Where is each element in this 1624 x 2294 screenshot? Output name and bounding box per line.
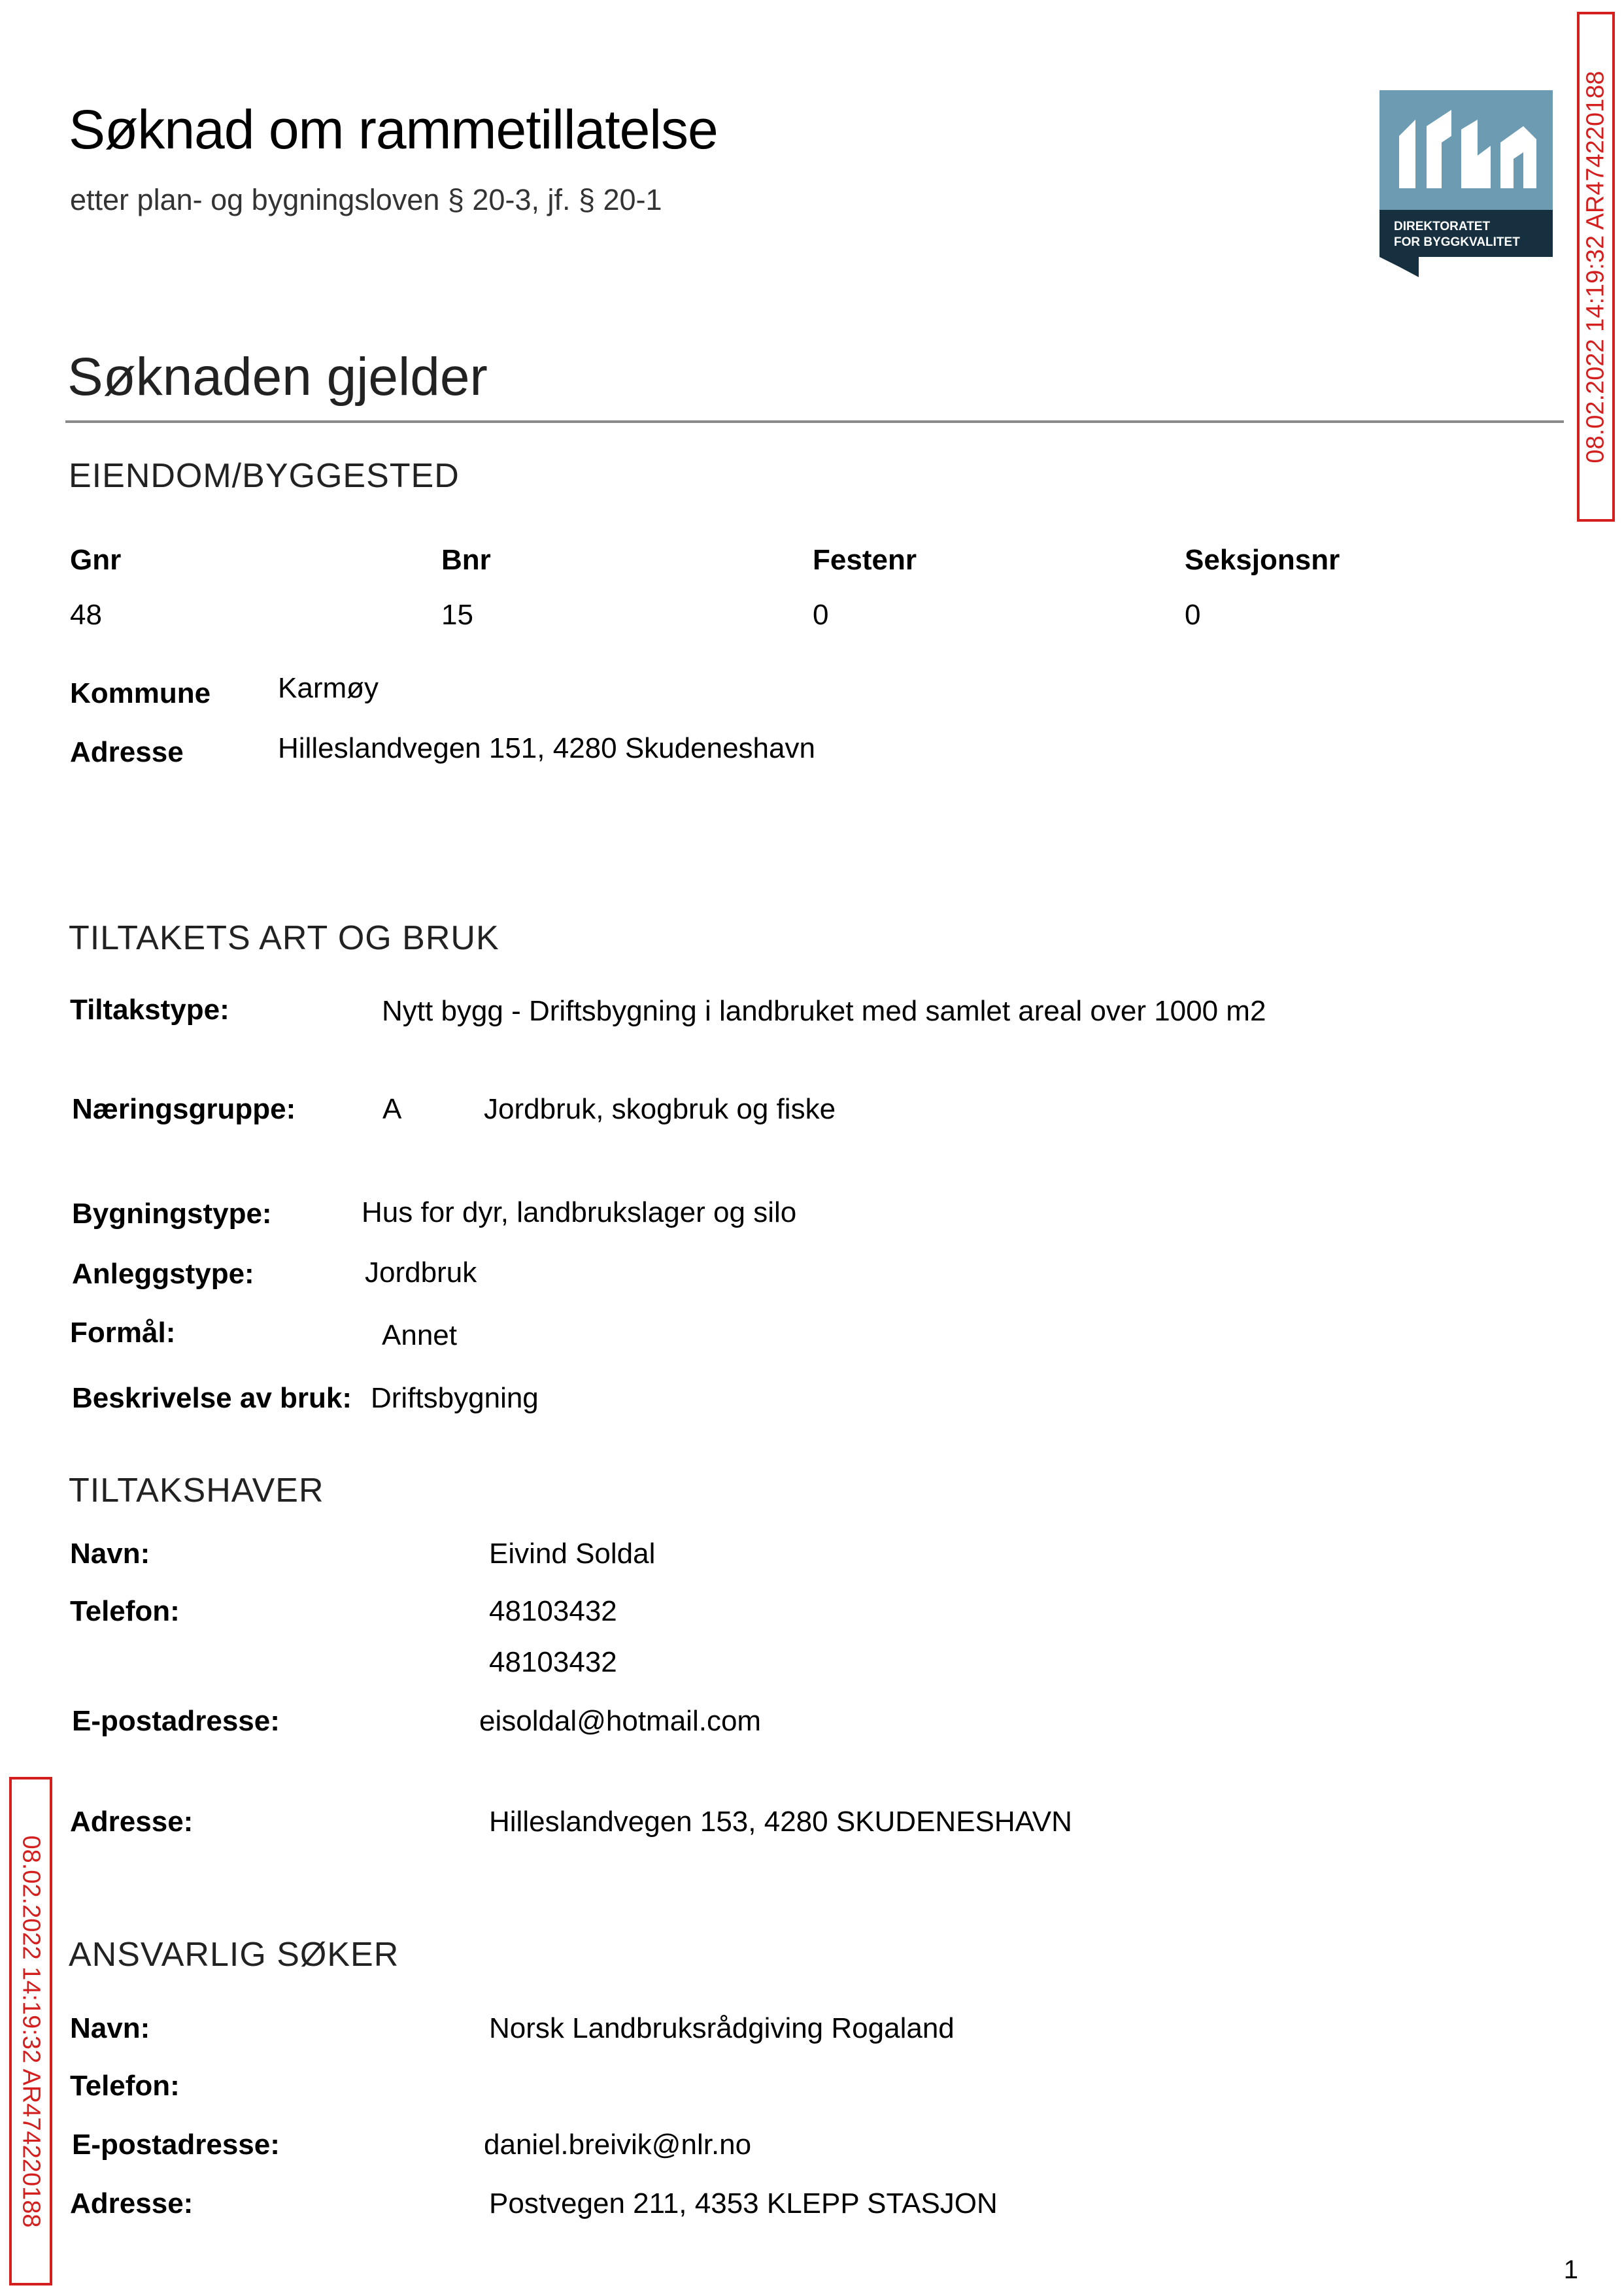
page-number: 1: [1563, 2255, 1578, 2284]
section-title-ansvarlig-soker: ANSVARLIG SØKER: [69, 1936, 399, 1974]
naeringsgruppe-value: Jordbruk, skogbruk og fiske: [484, 1093, 836, 1125]
seksjonsnr-value: 0: [1185, 599, 1201, 631]
anleggstype-label: Anleggstype:: [72, 1258, 254, 1290]
section-heading: Søknaden gjelder: [67, 347, 488, 407]
soker-navn-value: Norsk Landbruksrådgiving Rogaland: [489, 2012, 955, 2044]
soker-adresse-label: Adresse:: [70, 2187, 194, 2219]
adresse-label: Adresse: [70, 736, 184, 768]
tiltakshaver-epost-value: eisoldal@hotmail.com: [479, 1705, 762, 1737]
tiltakshaver-telefon-value-2: 48103432: [489, 1646, 617, 1678]
soker-navn-label: Navn:: [70, 2012, 150, 2044]
document-title: Søknad om rammetillatelse: [69, 99, 718, 160]
festenr-label: Festenr: [813, 544, 917, 576]
document-subtitle: etter plan- og bygningsloven § 20-3, jf. § 20-1: [70, 183, 662, 216]
stamp-left-text: 08.02.2022 14:19:32 AR474220188: [17, 1834, 45, 2228]
tiltakshaver-adresse-value: Hilleslandvegen 153, 4280 SKUDENESHAVN: [489, 1806, 1072, 1838]
tiltakshaver-epost-label: E-postadresse:: [72, 1705, 280, 1737]
gnr-label: Gnr: [70, 544, 122, 576]
festenr-value: 0: [813, 599, 829, 631]
formaal-label: Formål:: [70, 1317, 176, 1349]
kommune-label: Kommune: [70, 677, 211, 709]
soker-epost-label: E-postadresse:: [72, 2129, 280, 2161]
bnr-label: Bnr: [441, 544, 491, 576]
section-title-tiltak: TILTAKETS ART OG BRUK: [69, 919, 499, 957]
tiltakshaver-adresse-label: Adresse:: [70, 1806, 194, 1838]
soker-adresse-value: Postvegen 211, 4353 KLEPP STASJON: [489, 2187, 998, 2219]
seksjonsnr-label: Seksjonsnr: [1185, 544, 1340, 576]
naeringsgruppe-code: A: [382, 1093, 402, 1125]
tiltakshaver-navn-label: Navn:: [70, 1538, 150, 1570]
bnr-value: 15: [441, 599, 473, 631]
heading-divider: [65, 420, 1564, 423]
tiltakshaver-navn-value: Eivind Soldal: [489, 1538, 656, 1570]
logo-text-line2: FOR BYGGKVALITET: [1394, 235, 1520, 249]
logo-text-line1: DIREKTORATET: [1394, 220, 1491, 233]
soker-telefon-label: Telefon:: [70, 2070, 180, 2102]
gnr-value: 48: [70, 599, 102, 631]
bygningstype-label: Bygningstype:: [72, 1198, 272, 1230]
tiltakstype-label: Tiltakstype:: [70, 994, 229, 1026]
timestamp-stamp-left: [9, 1777, 52, 2286]
bygningstype-value: Hus for dyr, landbrukslager og silo: [362, 1196, 797, 1228]
section-title-property: EIENDOM/BYGGESTED: [69, 457, 460, 495]
stamp-right-text: 08.02.2022 14:19:32 AR474220188: [1582, 70, 1610, 464]
section-title-tiltakshaver: TILTAKSHAVER: [69, 1472, 324, 1510]
soker-epost-value: daniel.breivik@nlr.no: [484, 2129, 752, 2161]
timestamp-stamp-right: [1577, 12, 1615, 522]
tiltakstype-value: Nytt bygg - Driftsbygning i landbruket med samlet areal over 1000 m2: [382, 995, 1266, 1027]
adresse-value: Hilleslandvegen 151, 4280 Skudeneshavn: [278, 732, 815, 764]
anleggstype-value: Jordbruk: [365, 1257, 477, 1289]
beskrivelse-value: Driftsbygning: [371, 1382, 539, 1414]
beskrivelse-label: Beskrivelse av bruk:: [72, 1382, 352, 1414]
formaal-value: Annet: [382, 1319, 457, 1351]
kommune-value: Karmøy: [278, 672, 379, 704]
tiltakshaver-telefon-value-1: 48103432: [489, 1595, 617, 1627]
dibk-logo: [1379, 90, 1553, 277]
tiltakshaver-telefon-label: Telefon:: [70, 1595, 180, 1627]
naeringsgruppe-label: Næringsgruppe:: [72, 1093, 296, 1125]
